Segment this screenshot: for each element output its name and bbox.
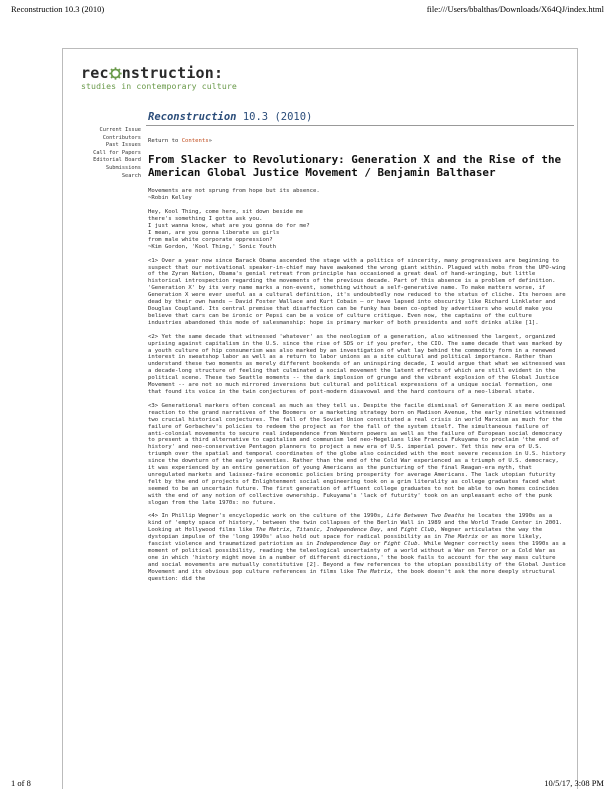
print-header xyxy=(0,0,612,16)
print-header-title: Reconstruction 10.3 (2010) xyxy=(11,4,105,14)
nav-item-search[interactable]: Search xyxy=(121,172,141,179)
epigraph-kelley: Movements are not sprung from hope but its absence. ~Robin Kelley xyxy=(148,187,320,201)
article-main xyxy=(148,136,568,590)
nav-item-current-issue[interactable]: Current Issue xyxy=(99,127,141,133)
site-logo[interactable] xyxy=(81,65,341,93)
paragraph-4: <4> In Phillip Wegner's encyclopedic work on the culture of the 1990s, Life Between Two Deaths he locates the 1990s as a kind of 'empty space of history,' between the twin collapses of the Berlin Wall in 1989 and the World Trade Center in 2001. Looking at Hollywood films like The Matrix, Titanic, Independence Day, and Fight Club, Wegner articulates the way the dystopian impulse of the 'long 1990s' also held out space for radical possibility as in The Matrix or as more likely, fascist violence and traumatized patriotism as in Independence Day or Fight Club. While Wegner correctly sees the 1990s as a moment of political possibility, reading the teleological uncertainty of a world without a War on Terror or a Cold War as one in which 'history might move in a number of different directions,' the book fails to account for the way mass culture and social movements are mutually constitutive [2]. Beyond a few references to the utopian possibility of the Global Justice Movement and its obvious pop culture references in films like The Matrix, the book doesn't ask the more deeply structural question: did the xyxy=(148,513,566,583)
paragraph-2: <2> Yet the same decade that witnessed 'whatever' as the neologism of a generation, also witnessed the largest, organized uprising against capitalism in the U.S. since the rise of SDS or if you prefer, the CIO. The same decade that was marked by a youth culture of hip consumerism was also marked by an investigation of what lay behind the commodity form in a renewed interest in sweatshop labor as well as a return to labor unions as a site cultural and political importance. Rather than understand these two moments as merely different bookends of an uninspiring decade, I would argue that what we witnessed was a decade-long structure of feeling that culminated a social movement the latent effects of which are still evident in the political scene. These two Seattle moments -- the dark implosion of grunge and the vibrant explosion of the Global Justice Movement -- are not so much mirrored inversions but cultural and political expressions of a unique social formation, one that found its voice in the twin conjectures of post-modern disavowal and the hard contours of a neo-liberal state. xyxy=(148,333,566,396)
print-footer-page: 1 of 8 xyxy=(11,778,31,788)
print-footer-datetime: 10/5/17, 3:08 PM xyxy=(544,778,604,788)
print-header-url: file:///Users/bbalthas/Downloads/X64QJ/index.html xyxy=(426,4,604,14)
paragraph-1: <1> Over a year now since Barack Obama ascended the stage with a politics of sincerity, many progressives are beginning to suspect that our motivational speaker-in-chief may have awakened the wrong giant within. Plagued with mobs from the UFO-wing of the Zyran Nation, Obama's genial retreat from principle has occasioned a great deal of hand-wringing, but little historical introspection regarding the movements of the previous decade. Part of this absence is a problem of definition. 'Generation X' by its very name marks a non-event, something without a self-generative name. To make matters worse, if Generation X were ever useful as a cultural definition, it's undoubtedly now reduced to the status of cliche. Its heroes are dead by their own hands – David Foster Wallace and Kurt Cobain – or have lapsed into obscurity like Richard Linklater and Douglas Coupland. Its central premise that disaffection can be funky has been co-opted by advertisers who would make you believe that cars can be ironic or Pepsi can be a voice of culture critique. Even now, the captains of the culture industries abandoned this mode of salesmanship: hope is primary marker of both presidents and soft drinks alike [1]. xyxy=(148,257,566,327)
epigraph-sonic-youth: Hey, Kool Thing, come here, sit down beside me there's something I gotta ask you. I just wanna know, what are you gonna do for me? I mean, are you gonna liberate us girls from male white corporate oppression? ~Kim Gordon, 'Kool Thing,' Sonic Youth xyxy=(148,208,310,250)
paragraph-3: <3> Generational markers often conceal as much as they tell us. Despite the facile dismissal of Generation X as mere oedipal reaction to the grand narratives of the Boomers or a marketing strategy born on Madison Avenue, the early nineties witnessed two crucial historical conjectures. The fall of the Soviet Union constituted a real crisis in world Marxism as much for the failure of Gorbachev's policies to redeem the project as for the fall of the system itself. The simultaneous failure of anti-colonial movements to secure real independence from Western powers as well as the failure of European social democracy to present a third alternative to capitalism and communism led neo-Hegelians like Francis Fukuyama to proclaim 'the end of history' and neo-conservative Pentagon planners to project a new era of U.S. imperial power. Yet this new era of U.S. triumph over the spatial and temporal coordinates of the globe also coincided with the most severe recession in U.S. history since the downturn of the early seventies. Rather than the end of the Cold War experienced as a triumph of U.S. democracy, it was experienced by an entire generation of young Americans as the puncturing of the final Reagan-era myth, that unregulated markets and laissez-faire economic policies bring prosperity for average Americans. The lack utopian futurity felt by the end of projects of Enlightenment social engineering took on a grim literality as college graduates faced what seemed to be an uncertain future. The first generation of affluent college graduates to not be able to own homes coincides with the end of any notion of collective ownership. Fukuyama's 'lack of futurity' took on an unpleasant echo of the punk slogan from the late 1970s: no future. xyxy=(148,402,566,507)
article-title: From Slacker to Revolutionary: Generation X and the Rise of the American Global Justice Movement / Benjamin Balthaser xyxy=(148,152,562,179)
logo-subtitle: studies in contemporary culture xyxy=(81,81,237,91)
nav-item-submissions[interactable]: Submissions xyxy=(105,164,141,171)
contents-link[interactable]: Contents xyxy=(181,138,209,144)
title-divider xyxy=(146,125,574,126)
journal-issue: 10.3 (2010) xyxy=(236,111,313,123)
side-nav xyxy=(62,127,141,180)
return-to-contents: Return to Contents» xyxy=(148,138,213,144)
journal-name: Reconstruction xyxy=(148,111,237,123)
gear-o-icon xyxy=(109,67,122,80)
print-footer xyxy=(0,778,612,792)
journal-title xyxy=(148,111,312,123)
nav-item-contributors[interactable]: Contributors xyxy=(102,134,141,141)
nav-item-past-issues[interactable]: Past Issues xyxy=(105,142,141,149)
logo-wordmark: rec nstruction: xyxy=(81,64,224,82)
nav-item-editorial-board[interactable]: Editorial Board xyxy=(93,157,141,164)
nav-item-call-for-papers[interactable]: Call for Papers xyxy=(93,149,141,156)
